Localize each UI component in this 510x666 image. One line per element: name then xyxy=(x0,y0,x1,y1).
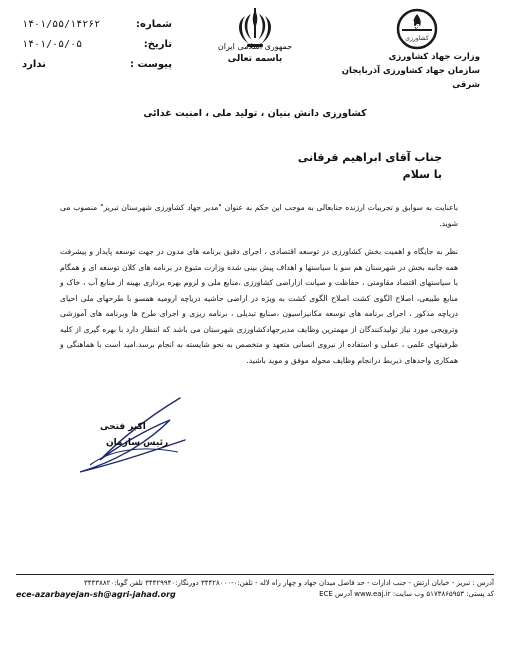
date-label: تاریخ: xyxy=(143,38,172,50)
footer-postal-website: کد پستی: ۵۱۷۳۸۶۵۹۵۳ وب سایت: www.eaj.ir آدرس ECE xyxy=(319,590,494,598)
attachment-value: ندارد xyxy=(22,58,46,70)
greeting: با سلام xyxy=(402,168,442,181)
footer-address: آدرس : تبریز - خیابان ارتش - جنب ادارات - حد فاصل میدان جهاد و چهار راه لاله - تلفن:۰-۳۴۴۲۸۰۰۰ دورنگار:۳۴۴۲۹۹۴۰ تلفن گویا:۳۴۴۳۸۸۲۰ xyxy=(84,579,494,587)
slogan: کشاورزی دانش بنیان ، تولید ملی ، امنیت غذائی xyxy=(143,108,367,119)
body-paragraph-1: باعنایت به سوابق و تجربیات ارزنده جنابعالی به موجب این حکم به عنوان "مدیر جهاد کشاورزی شهرستان تبریز" منصوب می شوید. xyxy=(60,203,458,228)
attachment-row xyxy=(22,54,172,74)
organization-block xyxy=(330,50,480,92)
number-row xyxy=(22,14,172,34)
ministry-name: وزارت جهاد کشاورزی xyxy=(388,52,480,62)
center-heading xyxy=(190,40,320,66)
footer-email[interactable]: ece-azarbayejan-sh@agri-jahad.org xyxy=(16,590,176,599)
logo-text-2: کشاورزی xyxy=(405,35,429,42)
signatory-name: اکبر فتحی xyxy=(100,422,146,432)
body-paragraph-2: نظر به جایگاه و اهمیت بخش کشاورزی در توسعه اقتصادی ، اجرای دقیق برنامه های مدون در جهت توسعه پایدار و پیشرفت همه جانبه بخش در شهرستان هم سو با سیاستها و اهداف پیش بینی شده وزارت متبوع در برنامه های کلان توسعه ای و همگام با سیاستهای اقتصاد مقاومتی ، حفاظت و صیانت ازاراضی کشاورزی ،منابع ملی و لزوم بهره برداری بهینه از منابع آب ، خاک و منابع طبیعی، اصلاح الگوی کشت اصلاح الگوی کشت به ویژه در اراضی حاشیه دریاچه ارومیه همسو با طرحهای ملی احیای دریاچه مذکور ، اجرای برنامه های توسعه مکانیزاسیون ،صنایع تبدیلی ، برنامه ریزی و اجرای طرح ها وبرنامه های آموزشی وترویجی مورد نیاز تولیدکنندگان از مهمترین وظایف مدیرجهادکشاورزی شهرستان می باشد که انتظار دارد با بهره گیری از کلیه ظرفیتهای علمی ، عملی و استفاده از نیروی انسانی متعهد و متخصص به نحو شایسته به انجام برسد.امید است با هماهنگی و همکاری واحدهای ذیربط درانجام وظایف محوله موفق و موید باشید. xyxy=(60,247,458,365)
signatory-title: رئیس سازمان xyxy=(106,438,169,448)
date-value: ۱۴۰۱/۰۵/۰۵ xyxy=(22,38,83,50)
letter-meta xyxy=(22,14,172,74)
jihad-agriculture-logo-icon xyxy=(388,8,446,50)
attachment-label: پیوست : xyxy=(129,58,172,70)
signature-scribble-icon xyxy=(60,390,210,480)
number-label: شماره: xyxy=(136,18,172,30)
bismillah-text: باسمه تعالی xyxy=(227,54,283,64)
number-value: ۱۴۰۱/۵۵/۱۴۲۶۲ xyxy=(22,18,101,30)
letter-footer xyxy=(16,574,494,600)
organization-name: سازمان جهاد کشاورزی آذربایجان شرقی xyxy=(341,66,480,90)
recipient: جناب آقای ابراهیم قرقانی xyxy=(297,151,442,164)
logo-text-1: جهاد xyxy=(407,20,427,29)
date-row xyxy=(22,34,172,54)
republic-title: جمهوری اسلامی ایران xyxy=(217,42,293,51)
footer-contact-row xyxy=(16,589,494,600)
